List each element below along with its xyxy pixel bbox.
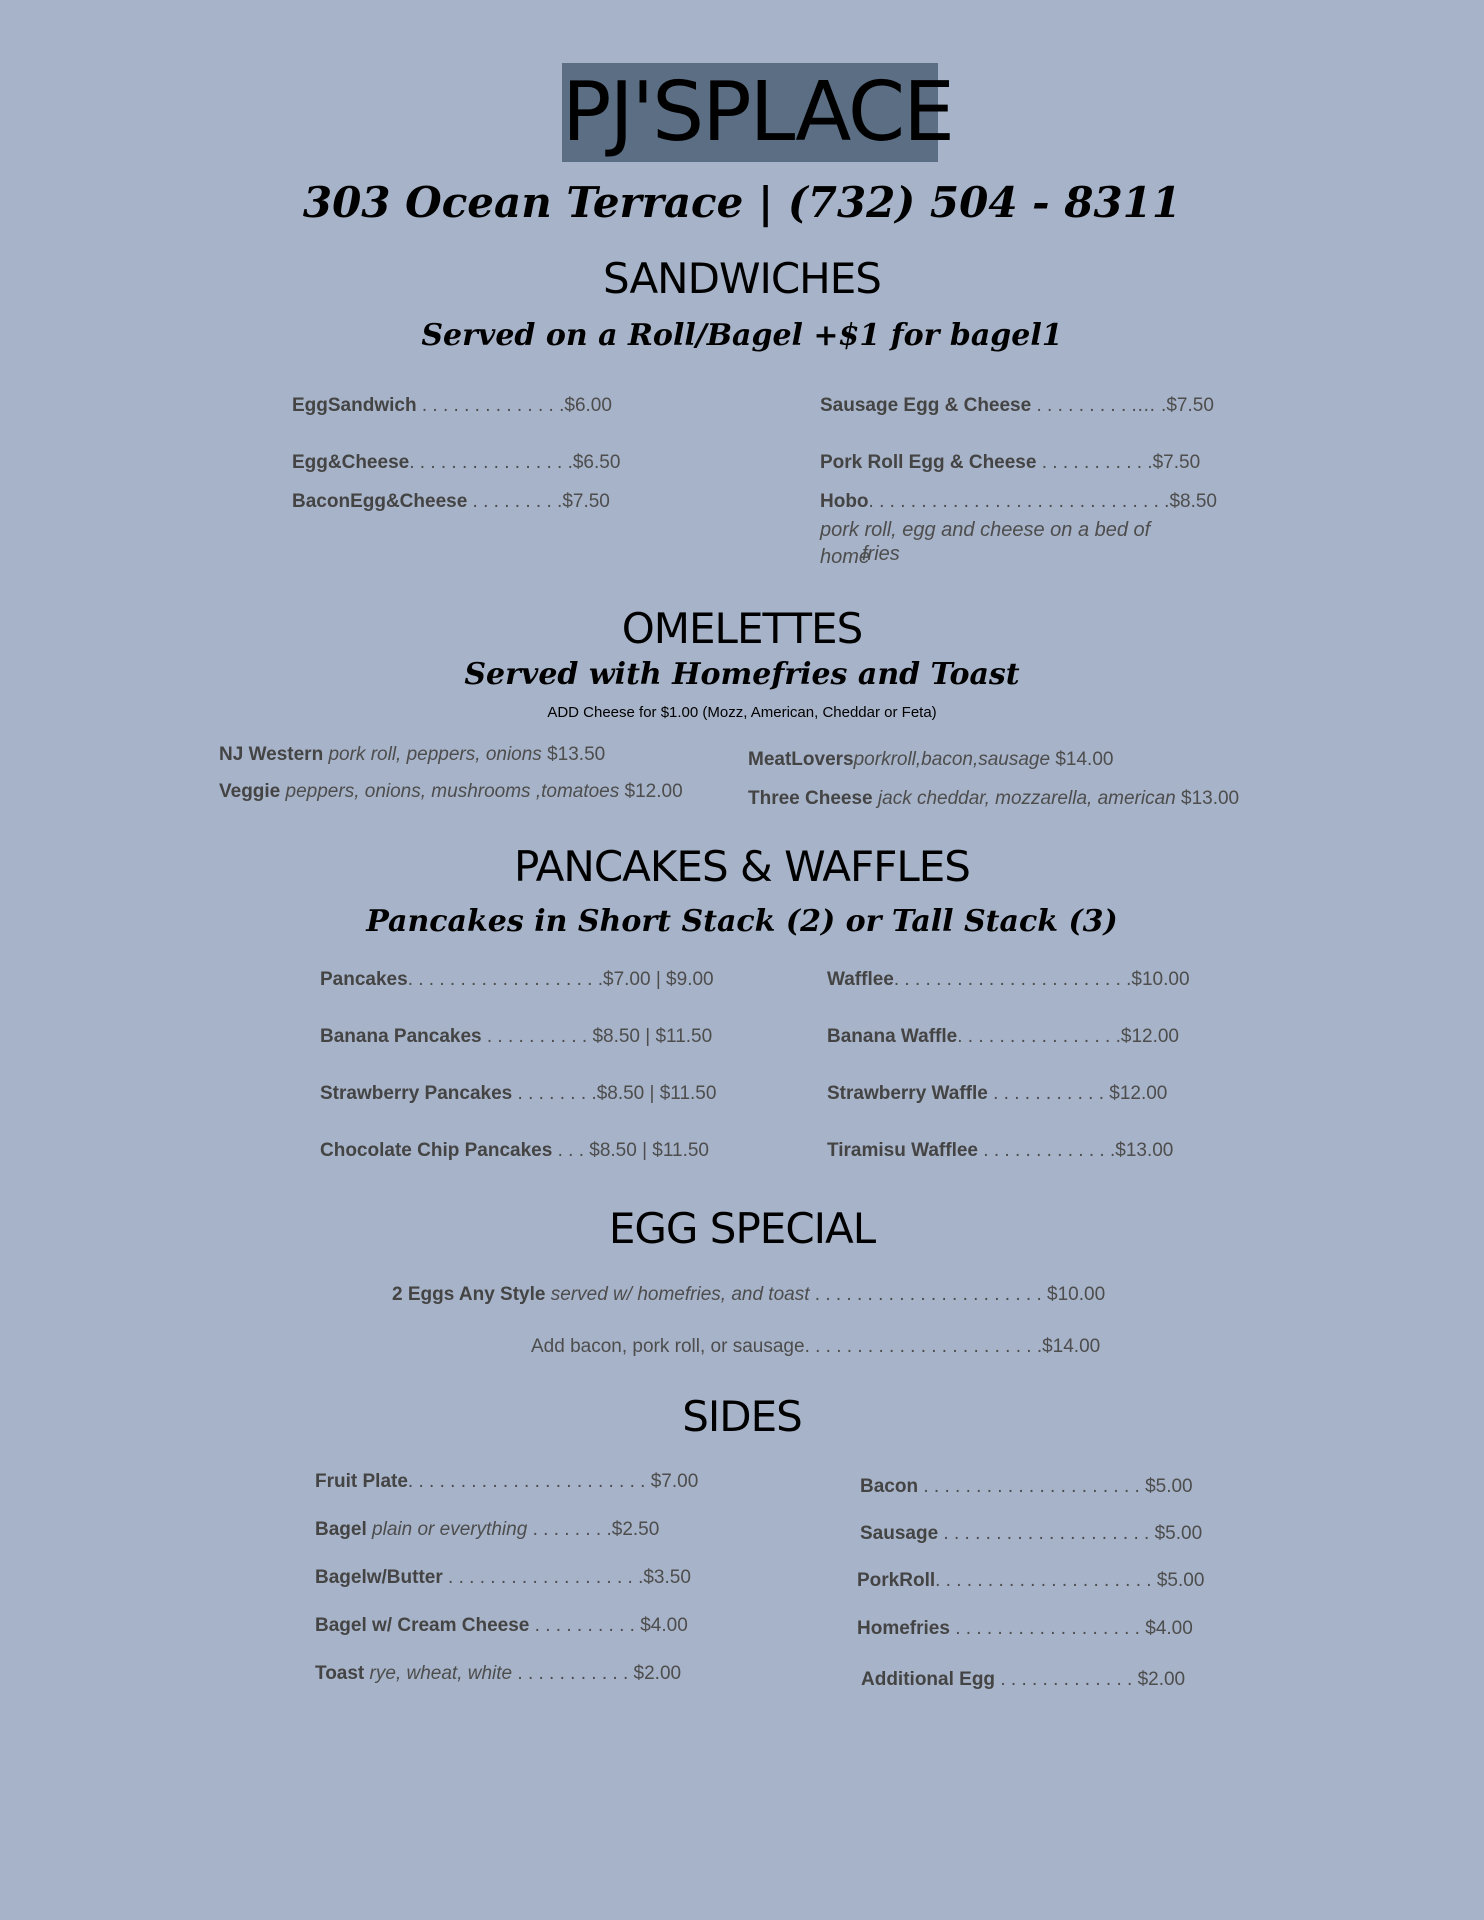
omelettes-subheading: Served with Homefries and Toast [464, 657, 1020, 692]
menu-item: Banana Pancakes . . . . . . . . . . $8.50 | $11.50 [320, 1026, 713, 1047]
address-phone: 303 Ocean Terrace | (732) 504 - 8311 [302, 178, 1182, 227]
menu-item: 2 Eggs Any Style served w/ homefries, and toast . . . . . . . . . . . . . . . . . . . . . . $10.00 [392, 1284, 1106, 1305]
menu-item: Homefries . . . . . . . . . . . . . . . . . . $4.00 [857, 1618, 1193, 1639]
menu-item: Chocolate Chip Pancakes . . . $8.50 | $11.50 [320, 1140, 709, 1161]
menu-item: Additional Egg . . . . . . . . . . . . . $2.00 [861, 1669, 1186, 1690]
menu-item: Pancakes. . . . . . . . . . . . . . . . . . .$7.00 | $9.00 [320, 969, 714, 990]
menu-item: Strawberry Pancakes . . . . . . . .$8.50 | $11.50 [320, 1083, 717, 1104]
menu-item: Sausage Egg & Cheese . . . . . . . . . .… .$7.50 [820, 395, 1214, 416]
menu-item: Fruit Plate. . . . . . . . . . . . . . . . . . . . . . . $7.00 [315, 1471, 699, 1492]
menu-item: Bagel w/ Cream Cheese . . . . . . . . . . $4.00 [315, 1615, 688, 1636]
menu-item: Hobo. . . . . . . . . . . . . . . . . . . . . . . . . . . . .$8.50 [820, 491, 1217, 512]
menu-item: EggSandwich . . . . . . . . . . . . . .$6.00 [292, 395, 612, 416]
menu-item: Bagel plain or everything . . . . . . . .$2.50 [315, 1519, 660, 1540]
item-description: fries [862, 543, 900, 565]
egg-special-heading: EGG SPECIAL [608, 1204, 876, 1253]
pancakes-heading: PANCAKES & WAFFLES [514, 842, 970, 891]
menu-item: Tiramisu Wafflee . . . . . . . . . . . . .$13.00 [827, 1140, 1174, 1161]
menu-item: Add bacon, pork roll, or sausage. . . . . . . . . . . . . . . . . . . . . . .$14.00 [531, 1336, 1101, 1357]
menu-item: BaconEgg&Cheese . . . . . . . . .$7.50 [292, 491, 610, 512]
menu-item: Three Cheese jack cheddar, mozzarella, american $13.00 [748, 788, 1240, 809]
item-description: home [820, 546, 871, 568]
menu-item: Strawberry Waffle . . . . . . . . . . . $12.00 [827, 1083, 1168, 1104]
sandwiches-subheading: Served on a Roll/Bagel +$1 for bagel1 [421, 318, 1063, 353]
menu-item: Wafflee. . . . . . . . . . . . . . . . . . . . . . .$10.00 [827, 969, 1190, 990]
menu-item: Toast rye, wheat, white . . . . . . . . . . . $2.00 [315, 1663, 682, 1684]
item-description: pork roll, egg and cheese on a bed of [820, 519, 1151, 541]
menu-item: Sausage . . . . . . . . . . . . . . . . . . . . $5.00 [860, 1523, 1203, 1544]
restaurant-title: PJ'SPLACE [562, 65, 953, 160]
menu-item: Bacon . . . . . . . . . . . . . . . . . . . . . $5.00 [860, 1476, 1193, 1497]
menu-item: PorkRoll. . . . . . . . . . . . . . . . . . . . . $5.00 [857, 1570, 1205, 1591]
sandwiches-heading: SANDWICHES [603, 254, 881, 303]
pancakes-subheading: Pancakes in Short Stack (2) or Tall Stack (3) [366, 904, 1118, 939]
omelettes-heading: OMELETTES [621, 604, 863, 653]
menu-item: MeatLoversporkroll,bacon,sausage $14.00 [748, 749, 1114, 770]
menu-item: Banana Waffle. . . . . . . . . . . . . . . .$12.00 [827, 1026, 1179, 1047]
menu-item: Veggie peppers, onions, mushrooms ,tomatoes $12.00 [219, 781, 683, 802]
menu-item: Pork Roll Egg & Cheese . . . . . . . . . . .$7.50 [820, 452, 1201, 473]
menu-item: Bagelw/Butter . . . . . . . . . . . . . . . . . . .$3.50 [315, 1567, 691, 1588]
menu-item: Egg&Cheese. . . . . . . . . . . . . . . .$6.50 [292, 452, 621, 473]
sides-heading: SIDES [682, 1392, 802, 1441]
menu-item: NJ Western pork roll, peppers, onions $13.50 [219, 744, 606, 765]
omelettes-note: ADD Cheese for $1.00 (Mozz, American, Cheddar or Feta) [547, 704, 937, 721]
